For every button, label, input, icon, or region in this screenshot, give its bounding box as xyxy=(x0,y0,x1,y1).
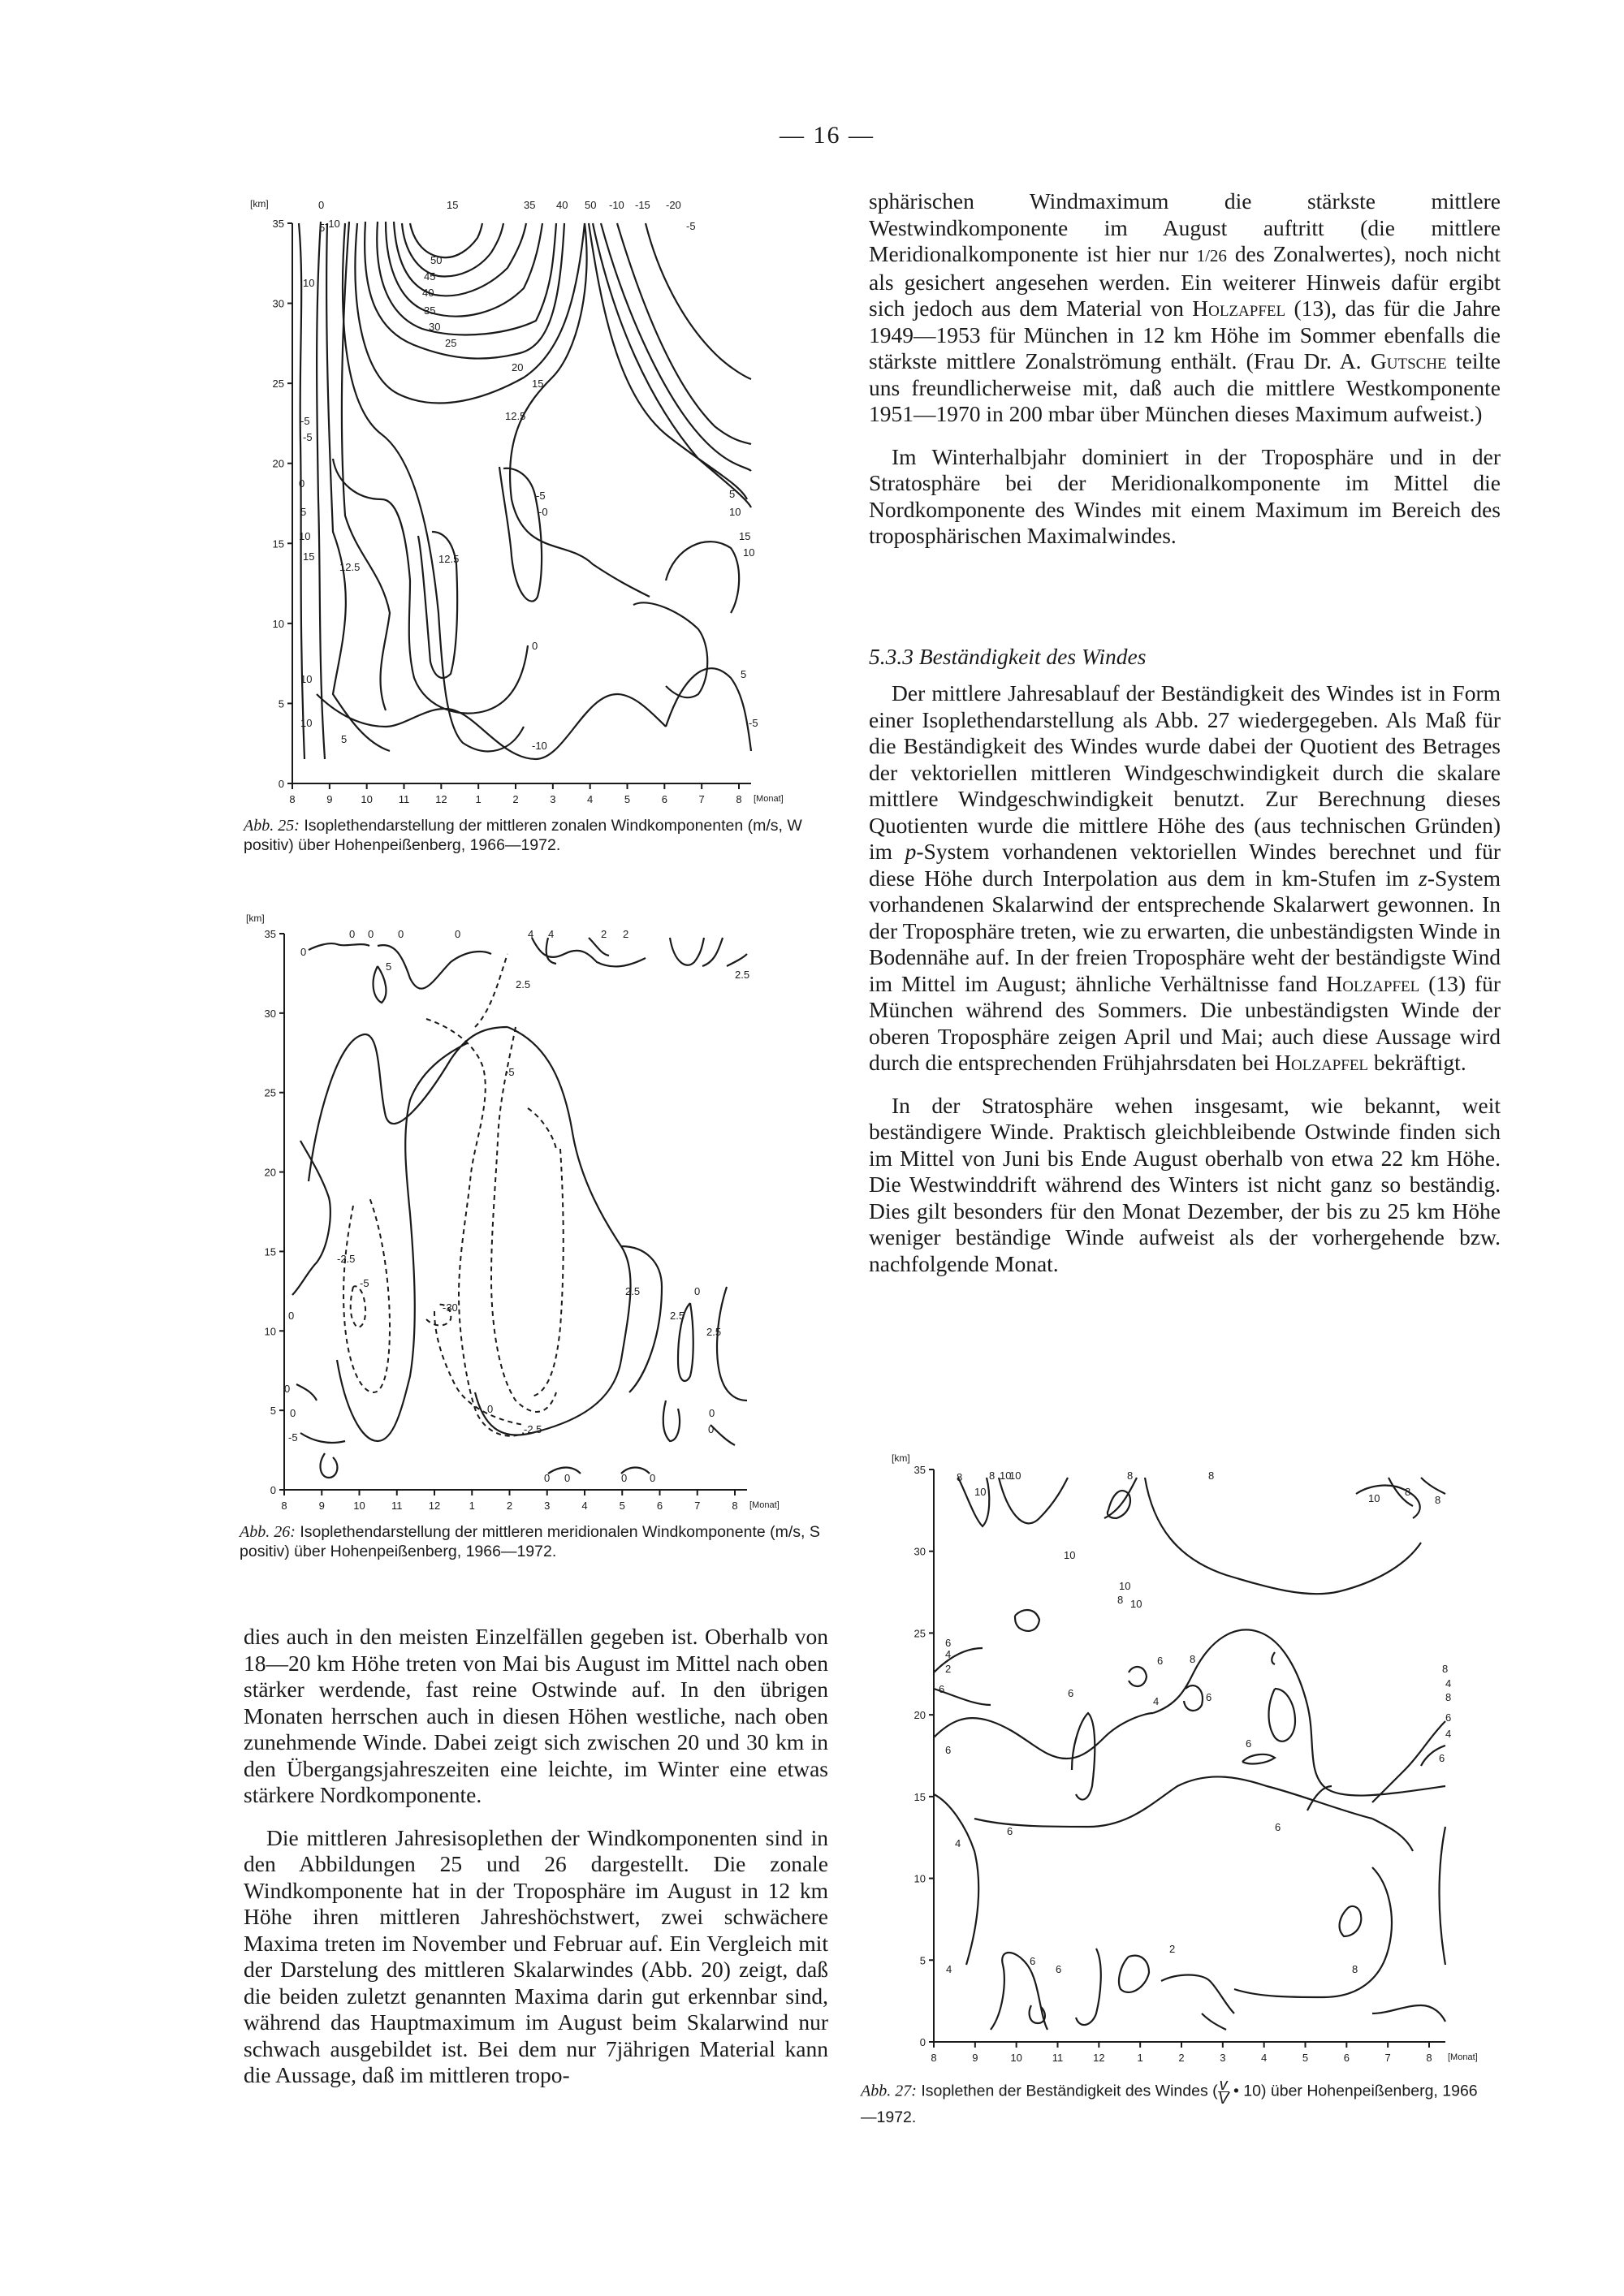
fig27-contour-label: 8 xyxy=(1435,1494,1441,1506)
fig25-contour-label: 40 xyxy=(556,199,568,211)
fig25-contour-label: 10 xyxy=(743,546,755,559)
fig26-contour-label: -5 xyxy=(288,1431,298,1444)
fig25-contour-label: 50 xyxy=(430,254,443,266)
fig27-caption xyxy=(861,2078,1478,2130)
fig25-contour-label: 10 xyxy=(299,530,311,542)
fig25-contour-label: 10 xyxy=(300,673,313,685)
fig26-contour-label: 0 xyxy=(284,1383,291,1395)
fig26-contour-label: 2.5 xyxy=(625,1285,641,1297)
fig27-contour-label: 4 xyxy=(955,1837,961,1849)
fig26-x-tick-label: 12 xyxy=(428,1500,441,1512)
fig26-contour-label: 0 xyxy=(564,1472,571,1484)
fig27-contour-label: 6 xyxy=(939,1683,945,1695)
fig26-contour-label: 4 xyxy=(528,928,534,940)
fig27-caption-text-1: Isoplethen der Beständigkeit des Windes ( xyxy=(921,2082,1218,2100)
fig26-x-unit: [Monat] xyxy=(749,1500,780,1510)
left-column-text xyxy=(244,1624,828,2105)
figure-27-plot xyxy=(885,1445,1502,2078)
fig25-contour-label: 5 xyxy=(341,733,348,745)
fig27-contour-label: 6 xyxy=(1157,1655,1164,1667)
fig27-contour-label: 8 xyxy=(1117,1594,1124,1606)
fig27-contour-label: 2 xyxy=(945,1663,952,1675)
fig26-y-tick-label: 25 xyxy=(264,1086,276,1099)
fig25-y-ticks xyxy=(273,218,292,790)
fig27-y-tick-label: 15 xyxy=(914,1790,926,1803)
fig25-contour-label: -0 xyxy=(538,506,548,518)
fig25-x-tick-label: 12 xyxy=(435,793,447,805)
fig25-contour-label: 25 xyxy=(445,337,457,349)
fig26-caption xyxy=(240,1522,824,1561)
fig27-x-tick-label: 10 xyxy=(1010,2052,1022,2064)
fig25-contour-label: 10 xyxy=(300,717,313,729)
fig26-contour-label: 0 xyxy=(650,1472,656,1484)
fig26-x-tick-label: 8 xyxy=(281,1500,287,1512)
fig27-contour-label: 6 xyxy=(1445,1711,1452,1724)
fig25-contour-label: 15 xyxy=(303,550,315,563)
fig26-x-tick-label: 4 xyxy=(581,1500,588,1512)
fig25-contour-label: 5 xyxy=(300,506,307,518)
right-paragraph-4: In der Stratosphäre wehen insgesamt, wie bekannt, weit beständigere Winde. Praktisch gleichbleibende Ostwinde finden sich im Mittel von Juni bis Ende August oberhalb von etwa 22 km Höhe. Die Westwinddrift während des Winters ist nicht ganz so beständig. Dies gilt besonders für den Monat Dezember, der bis zu 25 km Höhe weniger beständige Winde aufweist als der vorhergehende bzw. nachfolgende Monat. xyxy=(869,1092,1501,1276)
fig25-contour-label: -10 xyxy=(325,218,340,230)
fig25-x-tick-label: 3 xyxy=(550,793,556,805)
fig25-contour-label: 12.5 xyxy=(505,410,526,422)
fig25-x-tick-label: 2 xyxy=(512,793,519,805)
author-gutsche: Gutsche xyxy=(1370,348,1447,373)
fig25-unit: [km] xyxy=(250,198,269,209)
fraction-1-26: 1/26 xyxy=(1196,246,1227,265)
fig26-contour-label: 0 xyxy=(621,1472,628,1484)
right-paragraph-2: Im Winterhalbjahr dominiert in der Troposphäre und in der Stratosphäre bei der Meridionalkomponente im Mittel die Nordkomponente des Windes mit einem Maximum im Bereich des troposphärischen Maximalwindes. xyxy=(869,443,1501,548)
fig26-x-tick-label: 2 xyxy=(506,1500,513,1512)
fig26-y-tick-label: 30 xyxy=(264,1007,276,1020)
figure-25 xyxy=(244,191,802,854)
fig25-y-tick-label: 15 xyxy=(272,537,284,550)
fig27-contour-label: 8 xyxy=(1405,1486,1411,1498)
fig26-x-tick-label: 9 xyxy=(318,1500,325,1512)
fig27-unit: [km] xyxy=(892,1452,910,1464)
fig25-contour-label: 15 xyxy=(532,378,544,390)
fig26-x-tick-label: 5 xyxy=(619,1500,625,1512)
fig27-contour-label: 10 xyxy=(974,1486,987,1498)
fig25-x-tick-label: 8 xyxy=(736,793,742,805)
fig25-contour-label: -5 xyxy=(686,220,696,232)
fig26-y-tick-label: 5 xyxy=(270,1405,276,1418)
fig27-contour-label: 8 xyxy=(1127,1470,1134,1482)
fig25-contour-label: -5 xyxy=(536,490,546,502)
section-heading-5-3-3: 5.3.3 Beständigkeit des Windes xyxy=(869,644,1147,669)
fig27-contour-label: 10 xyxy=(1130,1598,1142,1610)
fig27-contour-label: 4 xyxy=(946,1963,952,1975)
fig27-x-unit: [Monat] xyxy=(1448,2052,1478,2062)
fig25-y-tick-label: 20 xyxy=(272,457,284,470)
fig27-x-tick-label: 2 xyxy=(1178,2052,1185,2064)
fig25-contour-label: 12.5 xyxy=(339,561,361,573)
fig25-contour-label: 50 xyxy=(585,199,597,211)
fig27-contour-label: 4 xyxy=(1445,1728,1452,1740)
fig26-x-tick-label: 1 xyxy=(469,1500,475,1512)
fig27-caption-text-2: • 10) über Hohenpeißenberg, 1966—1972. xyxy=(861,2082,1478,2126)
fig26-contour-label: -2.5 xyxy=(337,1253,356,1265)
fig27-contour-label: 2 xyxy=(1169,1943,1176,1955)
fig27-x-ticks xyxy=(931,2042,1432,2064)
fig27-contour-label: 6 xyxy=(1275,1821,1281,1833)
fig26-x-ticks xyxy=(281,1490,737,1512)
fig27-x-tick-label: 7 xyxy=(1384,2052,1391,2064)
fig27-x-tick-label: 4 xyxy=(1261,2052,1268,2064)
fig27-contour-label: 8 xyxy=(1445,1691,1452,1703)
fig26-contour-label: 5 xyxy=(386,960,392,973)
fig25-contour-label: 0 xyxy=(318,199,325,211)
fig26-contour-label: 2.5 xyxy=(516,978,531,990)
fig26-contour-label: 0 xyxy=(694,1285,701,1297)
fig27-x-tick-label: 1 xyxy=(1137,2052,1143,2064)
fig27-x-tick-label: 8 xyxy=(1426,2052,1432,2064)
fig25-x-tick-label: 5 xyxy=(624,793,631,805)
fig25-contour-label: 35 xyxy=(524,199,536,211)
fig27-contour-label: 10 xyxy=(1368,1492,1380,1504)
fig25-contour-label: 15 xyxy=(447,199,459,211)
fig25-contour-label: 35 xyxy=(424,304,436,317)
figure-26 xyxy=(240,905,820,1560)
fig25-x-tick-label: 1 xyxy=(475,793,482,805)
fig25-contour-label: -5 xyxy=(749,717,758,729)
fig25-x-unit: [Monat] xyxy=(754,794,784,804)
fig26-contour-label: 0 xyxy=(455,928,461,940)
fig27-x-tick-label: 6 xyxy=(1343,2052,1350,2064)
fig26-solid-contours xyxy=(292,938,750,1478)
page-number: — 16 — xyxy=(780,122,875,149)
fig25-y-tick-label: 30 xyxy=(272,297,284,310)
fig27-contour-label: 6 xyxy=(1030,1955,1036,1967)
fig26-contour-label: 0 xyxy=(487,1403,494,1415)
fig26-dashed-contours xyxy=(343,954,564,1436)
fig25-x-tick-label: 7 xyxy=(698,793,705,805)
figure-25-plot xyxy=(244,191,796,816)
fig27-y-tick-label: 25 xyxy=(914,1627,926,1640)
fig25-contour-label: -10 xyxy=(609,199,624,211)
fig27-caption-label: Abb. 27: xyxy=(861,2082,917,2100)
fig25-y-tick-label: 25 xyxy=(272,378,284,391)
fig27-x-tick-label: 8 xyxy=(931,2052,937,2064)
fig26-y-tick-label: 35 xyxy=(264,928,276,940)
fig26-y-tick-label: 10 xyxy=(264,1325,276,1338)
fig26-contour-label: 0 xyxy=(544,1472,551,1484)
left-paragraph-1: dies auch in den meisten Einzelfällen gegeben ist. Oberhalb von 18—20 km Höhe treten von Mai bis August im Mittel nach oben stärker werdende, fast reine Ostwinde auf. In den übrigen Monaten herrschen auch in diesen Höhen westliche, nach oben zunehmende Winde. Dabei zeigt sich zwischen 20 und 30 km in den Übergangsjahreszeiten eine leichte, im Winter eine etwas stärkere Nordkomponente. xyxy=(244,1624,828,1807)
figure-27 xyxy=(861,1445,1502,2126)
fig27-contour-label: 6 xyxy=(1007,1825,1013,1837)
fig27-contour-label: 6 xyxy=(1068,1687,1074,1699)
fig26-contour-label: 4 xyxy=(548,928,555,940)
fig26-contour-label: 0 xyxy=(290,1407,296,1419)
fig26-unit: [km] xyxy=(246,913,265,924)
author-holzapfel: Holzapfel xyxy=(1192,296,1286,321)
fig27-y-tick-label: 10 xyxy=(914,1872,926,1885)
fig27-x-tick-label: 5 xyxy=(1302,2052,1309,2064)
fig27-contour-label: 6 xyxy=(945,1744,952,1756)
right-column-text-2 xyxy=(869,680,1501,1293)
fig27-x-tick-label: 3 xyxy=(1220,2052,1226,2064)
fig25-contour-label: 5 xyxy=(741,668,747,680)
fig26-contour-label: 0 xyxy=(368,928,374,940)
fig26-contour-label: 2 xyxy=(623,928,629,940)
fig27-y-tick-label: 35 xyxy=(914,1464,926,1476)
fig27-contour-label: 6 xyxy=(945,1637,952,1649)
fig27-contour-label: 6 xyxy=(1206,1691,1212,1703)
fig25-contour-label: 12.5 xyxy=(438,553,460,565)
fig27-y-tick-label: 5 xyxy=(919,1954,926,1967)
fig25-contour-label: 10 xyxy=(729,506,741,518)
fig26-x-tick-label: 8 xyxy=(732,1500,738,1512)
fig27-y-ticks xyxy=(914,1464,934,2048)
right-paragraph-3: Der mittlere Jahresablauf der Beständigkeit des Windes ist in Form einer Isoplethendarstellung als Abb. 27 wiedergegeben. Als Maß für die Beständigkeit des Windes wurde dabei der Quotient des Betrages der vektoriellen mittleren Windgeschwindigkeit durch die skalare mittlere Windgeschwindigkeit benutzt. Zur Berechnung dieses Quotienten wurde die mittlere Höhe des (aus technischen Gründen) im p-System vorhandenen vektoriellen Windes berechnet und für diese Höhe durch Interpolation aus dem in km-Stufen im z-System vorhandenen Skalarwind der entsprechende Skalarwert gewonnen. In der Troposphäre treten, wie zu erwarten, die unbeständigsten Winde in Bodennähe auf. In der freien Troposphäre weht der beständigste Wind im Mittel im August; ähnliche Verhältnisse fand Holzapfel (13) für München während des Sommers. Die unbeständigsten Winde der oberen Troposphäre zeigen April und Mai; auch diese Aussage wird durch die entsprechenden Frühjahrsdaten bei Holzapfel bekräftigt. xyxy=(869,680,1501,1075)
fig25-x-tick-label: 11 xyxy=(398,793,410,805)
fig27-contour-label: 10 xyxy=(1009,1470,1021,1482)
fig25-contour-label: 0 xyxy=(299,477,305,490)
fig27-contour-labels xyxy=(939,1470,1451,1975)
fig26-y-ticks xyxy=(265,928,284,1496)
fig27-contour-label: 8 xyxy=(1352,1963,1358,1975)
fig25-caption xyxy=(244,816,812,855)
fig26-caption-text: Isoplethendarstellung der mittleren meridionalen Windkomponente (m/s, S positiv) über Hohenpeißenberg, 1966—1972. xyxy=(240,1523,820,1560)
fig25-caption-text: Isoplethendarstellung der mittleren zonalen Windkomponenten (m/s, W positiv) über Hohenpeißenberg, 1966—1972. xyxy=(244,817,802,854)
figure-26-plot xyxy=(240,905,800,1522)
fig27-contour-label: 8 xyxy=(1442,1663,1449,1675)
fig25-x-tick-label: 9 xyxy=(326,793,333,805)
fig27-contour-label: 10 xyxy=(1000,1470,1012,1482)
fig25-contour-label: 5 xyxy=(319,222,326,234)
fig26-contour-label: 2 xyxy=(601,928,607,940)
fig27-x-tick-label: 9 xyxy=(972,2052,978,2064)
fig26-contour-label: 0 xyxy=(709,1407,715,1419)
fig26-x-tick-label: 10 xyxy=(353,1500,365,1512)
fig26-contour-label: 0 xyxy=(398,928,404,940)
fig27-x-tick-label: 12 xyxy=(1093,2052,1105,2064)
fig25-contour-label: 40 xyxy=(422,287,434,299)
fig25-caption-label: Abb. 25: xyxy=(244,817,300,835)
fig26-contour-label: -5 xyxy=(360,1277,369,1289)
fig26-contour-label: -5 xyxy=(505,1066,515,1078)
fig25-contours xyxy=(299,222,751,759)
fig26-contour-label: 0 xyxy=(708,1423,715,1435)
fig27-y-tick-label: 0 xyxy=(919,2036,926,2048)
fig25-contour-label: 0 xyxy=(532,640,538,652)
fig25-contour-label: -5 xyxy=(300,415,310,427)
fig26-contour-label: -2.5 xyxy=(524,1423,542,1435)
fig27-contour-label: 10 xyxy=(1119,1580,1131,1592)
fig26-caption-label: Abb. 26: xyxy=(240,1523,296,1541)
fig25-y-tick-label: 5 xyxy=(278,697,284,710)
fig27-contour-label: 8 xyxy=(989,1470,996,1482)
fig27-contour-label: 8 xyxy=(1190,1653,1196,1665)
fig26-contour-label: 0 xyxy=(300,946,307,958)
fig27-contour-label: 8 xyxy=(1208,1470,1215,1482)
fig25-contour-label: 15 xyxy=(739,530,751,542)
fig26-y-tick-label: 15 xyxy=(264,1245,276,1258)
fig26-contour-label: 2.5 xyxy=(735,969,750,981)
fig25-y-tick-label: 0 xyxy=(278,778,284,790)
fig27-contour-label: 10 xyxy=(1064,1549,1076,1561)
fig26-contour-label: 2.5 xyxy=(706,1326,722,1338)
fig26-y-tick-label: 20 xyxy=(264,1166,276,1179)
fig25-x-tick-label: 6 xyxy=(661,793,667,805)
fig27-x-tick-label: 11 xyxy=(1052,2052,1064,2064)
fig25-contour-label: 30 xyxy=(429,321,441,333)
fig26-contour-label: 0 xyxy=(349,928,356,940)
fig27-contours xyxy=(934,1478,1445,2030)
fig27-contour-label: 6 xyxy=(1439,1752,1445,1764)
fig26-x-tick-label: 11 xyxy=(391,1500,403,1512)
fig26-contour-label: 2.5 xyxy=(670,1310,685,1322)
fig25-contour-label: 20 xyxy=(512,361,524,373)
fig27-contour-label: 4 xyxy=(945,1648,952,1660)
fig27-contour-label: 8 xyxy=(957,1471,963,1483)
fig25-x-tick-label: 4 xyxy=(587,793,594,805)
fig25-contour-label: -5 xyxy=(303,431,313,443)
fig27-y-tick-label: 30 xyxy=(914,1545,926,1558)
fig25-contour-label: 45 xyxy=(424,270,436,283)
right-paragraph-1: sphärischen Windmaximum die stärkste mittlere Westwindkomponente im August auftritt (die mittlere Meridionalkomponente ist hier nur 1/26 des Zonalwertes), noch nicht als gesichert angesehen werden. Ein weiterer Hinweis dafür ergibt sich jedoch aus dem Material von Holzapfel (13), das für die Jahre 1949—1953 für München in 12 km Höhe im Sommer ebenfalls die stärkste mittlere Zonalströmung enthält. (Frau Dr. A. Gutsche teilte uns freundlicherweise mit, daß auch die mittlere Westkomponente 1951—1970 in 200 mbar über München dieses Maximum aufweist.) xyxy=(869,188,1501,426)
fig25-x-ticks xyxy=(289,783,741,805)
fig25-contour-label: 5 xyxy=(729,488,736,500)
fig25-y-tick-label: 10 xyxy=(272,617,284,630)
fig26-x-tick-label: 3 xyxy=(544,1500,551,1512)
fig25-x-tick-label: 10 xyxy=(361,793,373,805)
fig27-contour-label: 4 xyxy=(1153,1695,1160,1707)
fig25-y-tick-label: 35 xyxy=(272,218,284,230)
left-paragraph-2: Die mittleren Jahresisoplethen der Windkomponenten sind in den Abbildungen 25 und 26 dargestellt. Die zonale Windkomponente hat in der Troposphäre im August in 12 km Höhe ihren mittleren Jahreshöchstwert, zwei schwächere Maxima treten im November und Februar auf. Ein Vergleich mit der Darstelung des mittleren Skalarwindes (Abb. 20) zeigt, daß die beiden zuletzt genannten Maxima darin gut erkennbar sind, während das Hauptmaximum im August beim Skalarwind nur schwach ausgebildet ist. Bei dem nur 7jährigen Material kann die Aussage, daß im mittleren tropo- xyxy=(244,1824,828,2087)
right-column-text xyxy=(869,188,1501,566)
fig26-contour-label: -30 xyxy=(443,1301,458,1314)
fig27-contour-label: 6 xyxy=(1246,1737,1252,1750)
fig25-contour-label: -20 xyxy=(666,199,681,211)
fig27-contour-label: 6 xyxy=(1056,1963,1062,1975)
fig26-x-tick-label: 7 xyxy=(694,1500,701,1512)
fig25-contour-label: -15 xyxy=(635,199,650,211)
fig26-contour-label: 0 xyxy=(288,1310,295,1322)
fig26-y-tick-label: 0 xyxy=(270,1484,276,1496)
fig26-x-tick-label: 6 xyxy=(656,1500,663,1512)
fig25-contour-label: -10 xyxy=(532,740,547,752)
fig25-contour-label: 10 xyxy=(303,277,315,289)
fig27-y-tick-label: 20 xyxy=(914,1709,926,1722)
fig27-caption-fraction: $\frac{v}{V}$ xyxy=(1217,2076,1229,2108)
fig25-x-tick-label: 8 xyxy=(289,793,296,805)
fig27-contour-label: 4 xyxy=(1445,1677,1452,1690)
